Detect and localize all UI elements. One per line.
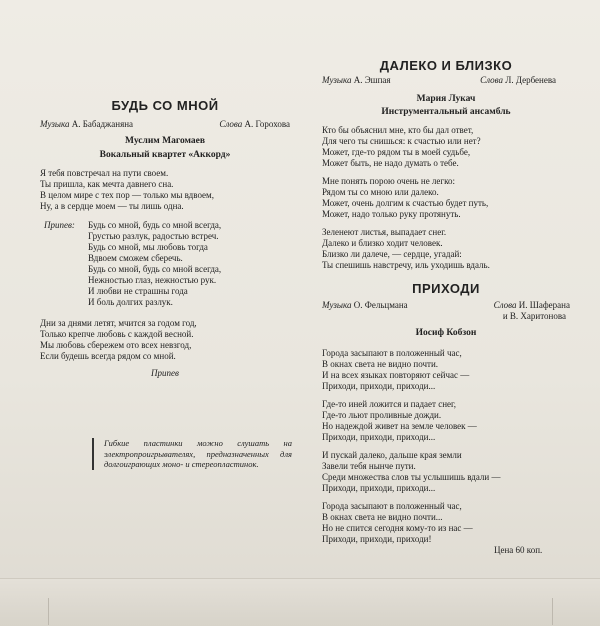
song-daleko-i-blizko <box>322 60 570 545</box>
verse: Зеленеют листья, выпадает снег. Далеко и близко ходит человек. Близко ли далече, — сердце, угадай: Ты спешишь навстречу, иль уходишь вдаль. <box>322 227 490 270</box>
song-title: ПРИХОДИ <box>412 281 480 296</box>
refrain-label: Припев: <box>44 220 75 230</box>
sleeve-fold <box>0 578 600 626</box>
performer: Иосиф Кобзон <box>415 328 477 338</box>
verse: Города засыпают в положенный час, В окнах света не видно почти. И на всех языках повторяют сейчас — Приходи, приходи, приходи... <box>322 348 470 391</box>
song-bud-so-mnoy <box>40 100 290 379</box>
music-credit: Музыка А. Эшпая <box>322 75 391 85</box>
fold-crease-left <box>48 598 49 625</box>
performer: Муслим Магомаев <box>124 136 206 146</box>
verse: И пускай далеко, дальше края земли Завели тебя нынче пути. Среди множества слов ты услышишь вдали — Приходи, приходи, приходи... <box>322 450 501 493</box>
song-credits <box>322 75 570 86</box>
song-credits <box>322 300 570 311</box>
words-credit: Слова Л. Дербенева <box>480 75 556 85</box>
refrain-marker: Припев <box>151 368 179 378</box>
verse: Где-то иней ложится и падает снег, Где-то льют проливные дожди. Но надеждой живет на земле человек — Приходи, приходи, приходи... <box>322 399 477 442</box>
words-credit: Слова А. Горохова <box>219 119 290 129</box>
song-credits <box>40 119 290 130</box>
performer: Мария Лукач <box>416 94 476 104</box>
refrain <box>40 220 290 308</box>
price-label: Цена 60 коп. <box>494 545 543 555</box>
ensemble: Инструментальный ансамбль <box>381 107 511 117</box>
verse: Я тебя повстречал на пути своем. Ты пришла, как мечта давнего сна. В целом мире с тех пор — только мы вдвоем, Ну, а в сердце моем — ты лишь одна. <box>40 168 214 211</box>
music-credit: Музыка А. Бабаджаняна <box>40 119 134 129</box>
verse: Мне понять порою очень не легко: Рядом ты со мною или далеко. Может, очень долгим к счастью будет путь, Может, надо только руку протянуть. <box>322 176 489 219</box>
refrain-text: Будь со мной, будь со мной всегда, Грустью разлук, радостью встреч. Будь со мной, мы любовь тогда Вдвоем сможем сберечь. Будь со мной, будь со мной всегда, Нежностью глаз, нежностью рук. И любви не страшны года И боль долгих разлук. <box>88 220 222 307</box>
verse: Дни за днями летят, мчится за годом год, Только крепче любовь с каждой весной. Мы любовь сбережем ото всех невзгод, Если будешь всегда рядом со мной. <box>40 318 197 361</box>
fold-crease-right <box>552 598 553 625</box>
verse: Кто бы объяснил мне, кто бы дал ответ, Для чего ты снишься: к счастью или нет? Может, где-то рядом ты в моей судьбе, Может быть, не надо думать о тебе. <box>322 125 481 168</box>
ensemble: Вокальный квартет «Аккорд» <box>99 150 231 160</box>
music-credit: Музыка О. Фельцмана <box>322 300 408 310</box>
song-title: БУДЬ СО МНОЙ <box>111 98 219 113</box>
verse: Города засыпают в положенный час, В окнах света не видно почти... Но не спится сегодня кому-то из нас — Приходи, приходи, приходи! <box>322 501 473 544</box>
words-credit-cont: и В. Харитонова <box>502 311 566 321</box>
song-title: ДАЛЕКО И БЛИЗКО <box>379 58 513 73</box>
words-credit: Слова И. Шаферана <box>493 300 570 310</box>
playback-note: Гибкие пластинки можно слушать на электропроигрывателях, предназначенных для долгоиграющих моно- и стереопластинок. <box>92 438 292 470</box>
